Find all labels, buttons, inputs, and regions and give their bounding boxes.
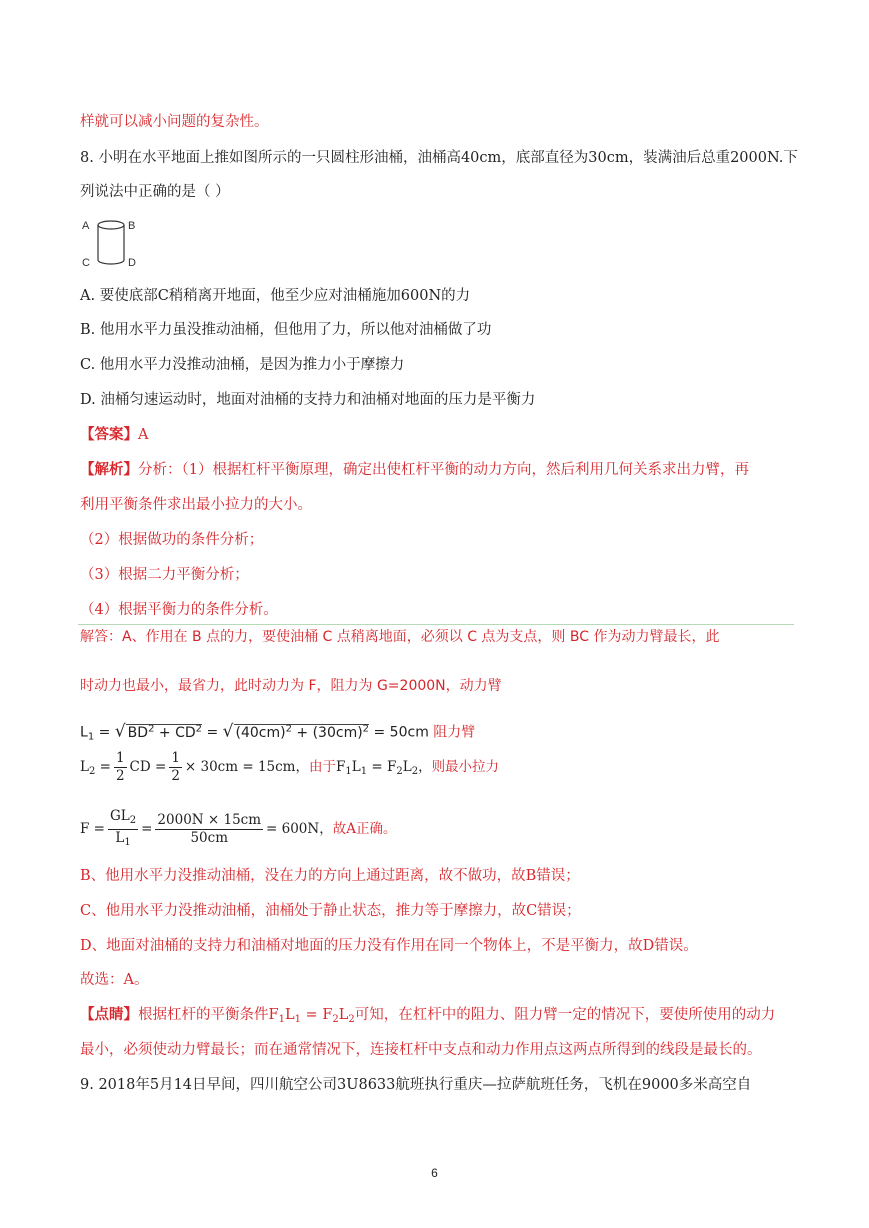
- eq3-result: = 600N，: [266, 821, 333, 837]
- analysis-line-4: （3）根据二力平衡分析；: [80, 567, 249, 583]
- solution-c: C、他用水平力没推动油桶，油桶处于静止状态，推力等于摩擦力，故C错误；: [80, 903, 581, 919]
- solution-line-1: 解答：A、作用在 B 点的力，要使油桶 C 点稍离地面，必须以 C 点为支点，则 BC 作为动力臂最长，此: [80, 629, 720, 645]
- tip-line-2: 最小，必须使动力臂最长；而在通常情况下，连接杠杆中支点和动力作用点这两点所得到的线段是最长的。: [80, 1042, 762, 1058]
- analysis-line-2: 利用平衡条件求出最小拉力的大小。: [80, 497, 312, 513]
- analysis-tag: 【解析】: [80, 461, 138, 478]
- eq1-tail: 阻力臂: [433, 724, 476, 741]
- label-c: C: [82, 257, 90, 268]
- tip-text-b: 可知，在杠杆中的阻力、阻力臂一定的情况下，要使所使用的动力: [354, 1007, 776, 1023]
- label-d: D: [128, 257, 136, 268]
- eq3-tail: 故A正确。: [332, 821, 397, 837]
- tip-text-a: 根据杠杆的平衡条件: [138, 1007, 269, 1023]
- equation-f: F = $\frac{GL_2}{L_1}$ = $\frac{2000N \times 15cm}{50cm}$ = 600N，故A正确。: [80, 808, 397, 848]
- text-line: 样就可以减小问题的复杂性。: [80, 114, 269, 130]
- eq1-result: = 50cm: [373, 724, 429, 741]
- option-d: D. 油桶匀速运动时，地面对油桶的支持力和油桶对地面的压力是平衡力: [80, 392, 536, 408]
- eq1-bd: BD: [127, 724, 149, 741]
- eq2-num: 1: [115, 750, 125, 766]
- tip-tag: 【点睛】: [80, 1006, 138, 1023]
- tip-line-1: 【点睛】根据杠杆的平衡条件$F_1L_1 = F_2L_2$可知，在杠杆中的阻力、阻力臂一定的情况下，要使所使用的动力: [80, 1006, 776, 1025]
- solution-d: D、地面对油桶的支持力和油桶对地面的压力没有作用在同一个物体上，不是平衡力，故D错误。: [80, 938, 698, 954]
- question-8-stem: 8. 小明在水平地面上推如图所示的一只圆柱形油桶，油桶高40cm，底部直径为30cm，装满油后总重2000N.下: [80, 150, 798, 166]
- answer-value: A: [138, 427, 149, 443]
- eq1-30: (30cm): [312, 724, 363, 741]
- eq2-tail2: 则最小拉力: [431, 759, 500, 775]
- label-b: B: [128, 220, 136, 232]
- option-c: C. 他用水平力没推动油桶，是因为推力小于摩擦力: [80, 357, 405, 373]
- analysis-line-1: [80, 460, 749, 480]
- eq2-den2: 2: [171, 768, 180, 784]
- solution-b: B、他用水平力没推动油桶，没在力的方向上通过距离，故不做功，故B错误；: [80, 868, 580, 884]
- option-b: B. 他用水平力虽没推动油桶，但他用了力，所以他对油桶做了功: [80, 322, 492, 338]
- question-8-stem-cont: 列说法中正确的是（ ）: [80, 184, 230, 200]
- oil-drum-figure: [80, 216, 142, 268]
- analysis-line-5: （4）根据平衡力的条件分析。: [80, 602, 278, 618]
- eq3-f: F =: [80, 821, 105, 837]
- eq3-num2: 2000N × 15cm: [157, 812, 262, 828]
- eq3-den2: 50cm: [190, 830, 228, 846]
- answer-line: [80, 425, 148, 445]
- answer-tag: 【答案】: [80, 426, 138, 443]
- eq2-num2: 1: [171, 750, 180, 766]
- equation-l2: $L_2$ = $\frac{1}{2}$ CD = $\frac{1}{2}$ × 30cm = 15cm，由于$F_1L_1 = F_2L_2$，则最小拉力: [80, 750, 500, 784]
- eq2-times: × 30cm = 15cm，: [184, 759, 309, 775]
- option-a: A. 要使底部C稍稍离开地面，他至少应对油桶施加600N的力: [80, 288, 471, 304]
- eq1-cd: CD: [175, 724, 196, 741]
- eq2-den: 2: [115, 768, 125, 784]
- solution-choice: 故选：A。: [80, 972, 149, 988]
- eq1-40: (40cm): [235, 724, 286, 741]
- analysis-text: 分析：（1）根据杠杆平衡原理，确定出使杠杆平衡的动力方向，然后利用几何关系求出力臂，再: [138, 462, 749, 478]
- eq2-tail: 由于: [308, 759, 336, 775]
- page-number: 6: [431, 1166, 438, 1180]
- eq2-cd: CD =: [129, 759, 167, 775]
- eq1-l: L: [80, 724, 88, 741]
- question-9-stem: 9. 2018年5月14日早间，四川航空公司3U8633航班执行重庆—拉萨航班任务，飞机在9000多米高空自: [80, 1077, 752, 1093]
- divider: [78, 624, 794, 625]
- solution-line-2: 时动力也最小，最省力，此时动力为 F，阻力为 G=2000N，动力臂: [80, 678, 502, 694]
- label-a: A: [82, 220, 90, 232]
- equation-l1: $L_1$ = √ $BD^2 + CD^2$ = √ $(40cm)^2 + (30cm)^2 = 50cm$ 阻力臂: [80, 721, 476, 743]
- analysis-line-3: （2）根据做功的条件分析；: [80, 532, 264, 548]
